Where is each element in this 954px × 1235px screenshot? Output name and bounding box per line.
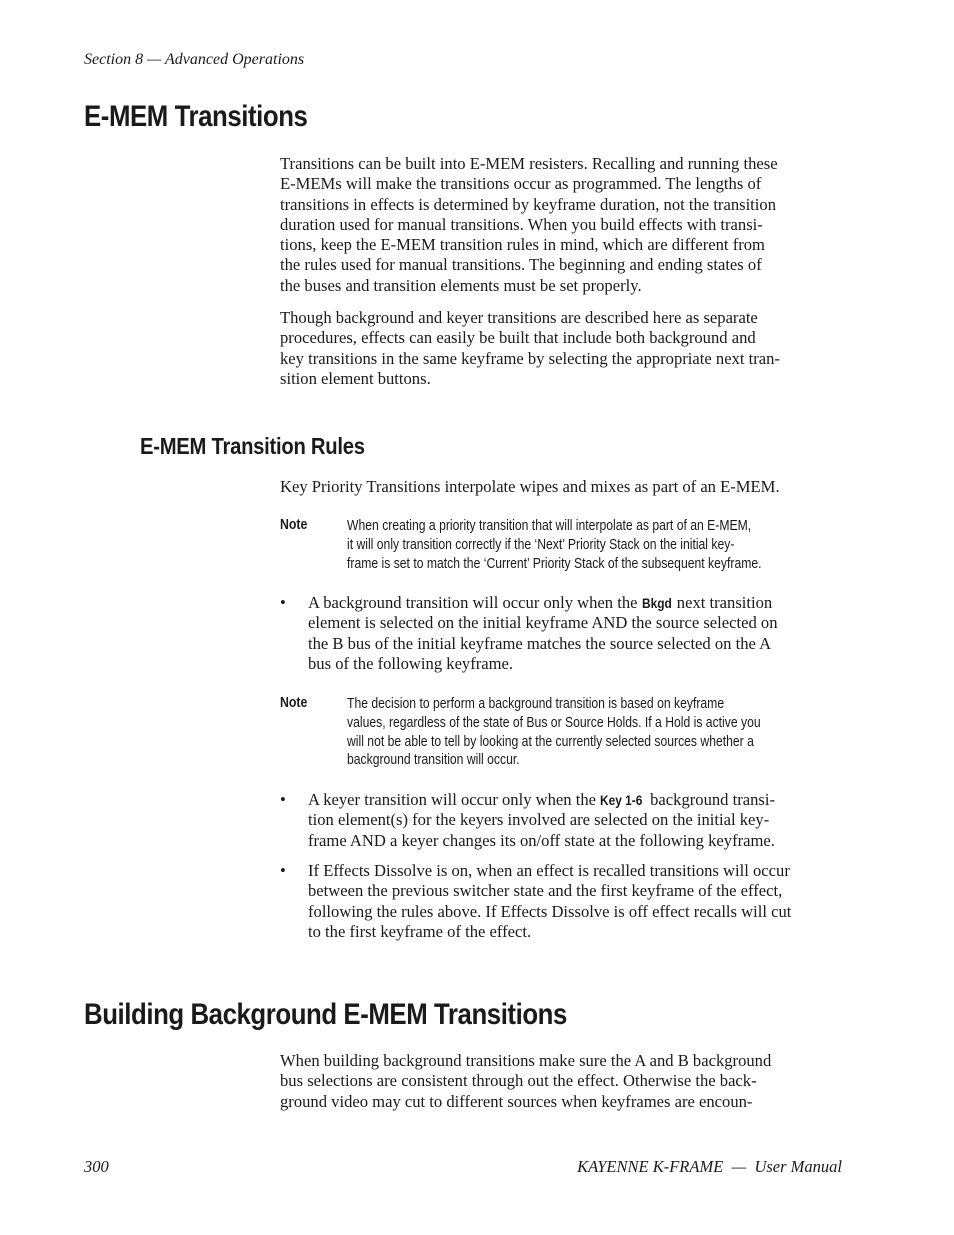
text-line: element is selected on the initial keyframe AND the source selected on	[308, 613, 778, 633]
subsection-title-transition-rules: E-MEM Transition Rules	[140, 433, 365, 459]
note-line: frame is set to match the ‘Current’ Priority Stack of the subsequent keyframe.	[347, 555, 762, 572]
text-line: E-MEMs will make the transitions occur as programmed. The lengths of	[280, 174, 762, 194]
text-line: the rules used for manual transitions. The beginning and ending states of	[280, 255, 762, 275]
note-line: values, regardless of the state of Bus or Source Holds. If a Hold is active you	[347, 714, 761, 731]
bullet-mark: •	[280, 790, 286, 809]
section3-paragraph	[280, 1051, 842, 1112]
note-line: it will only transition correctly if the ‘Next’ Priority Stack on the initial key-	[347, 536, 735, 553]
footer-doc-title: KAYENNE K-FRAME — User Manual	[577, 1157, 842, 1176]
text-line	[308, 790, 842, 810]
text-line: sition element buttons.	[280, 368, 431, 388]
note-label: Note	[280, 517, 308, 533]
note-text	[347, 517, 817, 573]
text-line: If Effects Dissolve is on, when an effect is recalled transitions will occur	[308, 861, 790, 880]
bullet-text	[308, 593, 842, 674]
text-line: between the previous switcher state and the first keyframe of the effect,	[308, 881, 783, 901]
text-line: duration used for manual transitions. When you build effects with transi-	[280, 214, 763, 234]
note-label: Note	[280, 695, 308, 711]
text-segment: background transi-	[645, 790, 776, 809]
note-priority-transition	[280, 517, 845, 575]
text-segment: A keyer transition will occur only when the	[308, 790, 601, 809]
note-text	[347, 695, 817, 770]
text-line: bus of the following keyframe.	[308, 653, 514, 673]
section1-paragraph-2	[280, 308, 842, 389]
text-line: transitions in effects is determined by keyframe duration, not the transition	[280, 194, 776, 214]
page-number: 300	[84, 1157, 109, 1176]
bullet-text	[308, 861, 842, 942]
section-title-building-background: Building Background E-MEM Transitions	[84, 998, 567, 1031]
bullet-background-transition	[280, 593, 842, 675]
text-line: When building background transitions make sure the A and B background	[280, 1051, 772, 1070]
text-line: to the first keyframe of the effect.	[308, 921, 532, 941]
bkgd-button-ref: Bkgd	[641, 595, 672, 611]
key-button-ref: Key 1-6	[600, 792, 643, 808]
text-line: tion element(s) for the keyers involved are selected on the initial key-	[308, 810, 770, 830]
note-line: will not be able to tell by looking at the currently selected sources whether a	[347, 733, 754, 750]
section1-paragraph-1	[280, 154, 842, 296]
text-line: procedures, effects can easily be built that include both background and	[280, 328, 756, 348]
text-line: the buses and transition elements must be set properly.	[280, 275, 642, 295]
section-title-emem-transitions: E-MEM Transitions	[84, 100, 308, 133]
bullet-mark: •	[280, 861, 286, 880]
text-line: Key Priority Transitions interpolate wipes and mixes as part of an E-MEM.	[280, 477, 780, 496]
text-segment: next transition	[672, 593, 773, 612]
text-line: tions, keep the E-MEM transition rules in mind, which are different from	[280, 235, 765, 255]
note-line: background transition will occur.	[347, 752, 520, 769]
text-line: ground video may cut to different sources when keyframes are encoun-	[280, 1091, 753, 1111]
bullet-text	[308, 790, 842, 851]
bullet-mark: •	[280, 593, 286, 612]
running-head: Section 8 — Advanced Operations	[84, 51, 305, 68]
rules-intro	[280, 477, 842, 497]
text-line: Transitions can be built into E-MEM resisters. Recalling and running these	[280, 154, 778, 173]
bullet-effects-dissolve	[280, 861, 842, 943]
bullet-keyer-transition	[280, 790, 842, 852]
text-line: the B bus of the initial keyframe matches the source selected on the A	[308, 633, 772, 653]
text-line: key transitions in the same keyframe by selecting the appropriate next tran-	[280, 348, 780, 368]
text-line	[308, 593, 842, 613]
text-line: following the rules above. If Effects Dissolve is off effect recalls will cut	[308, 901, 792, 921]
text-line: frame AND a keyer changes its on/off state at the following keyframe.	[308, 830, 775, 850]
text-line: Though background and keyer transitions are described here as separate	[280, 308, 758, 327]
note-line: The decision to perform a background transition is based on keyframe	[347, 696, 725, 712]
text-segment: A background transition will occur only when the	[308, 593, 642, 612]
note-line: When creating a priority transition that will interpolate as part of an E-MEM,	[347, 518, 752, 534]
note-background-decision	[280, 695, 845, 773]
text-line: bus selections are consistent through out the effect. Otherwise the back-	[280, 1071, 757, 1091]
